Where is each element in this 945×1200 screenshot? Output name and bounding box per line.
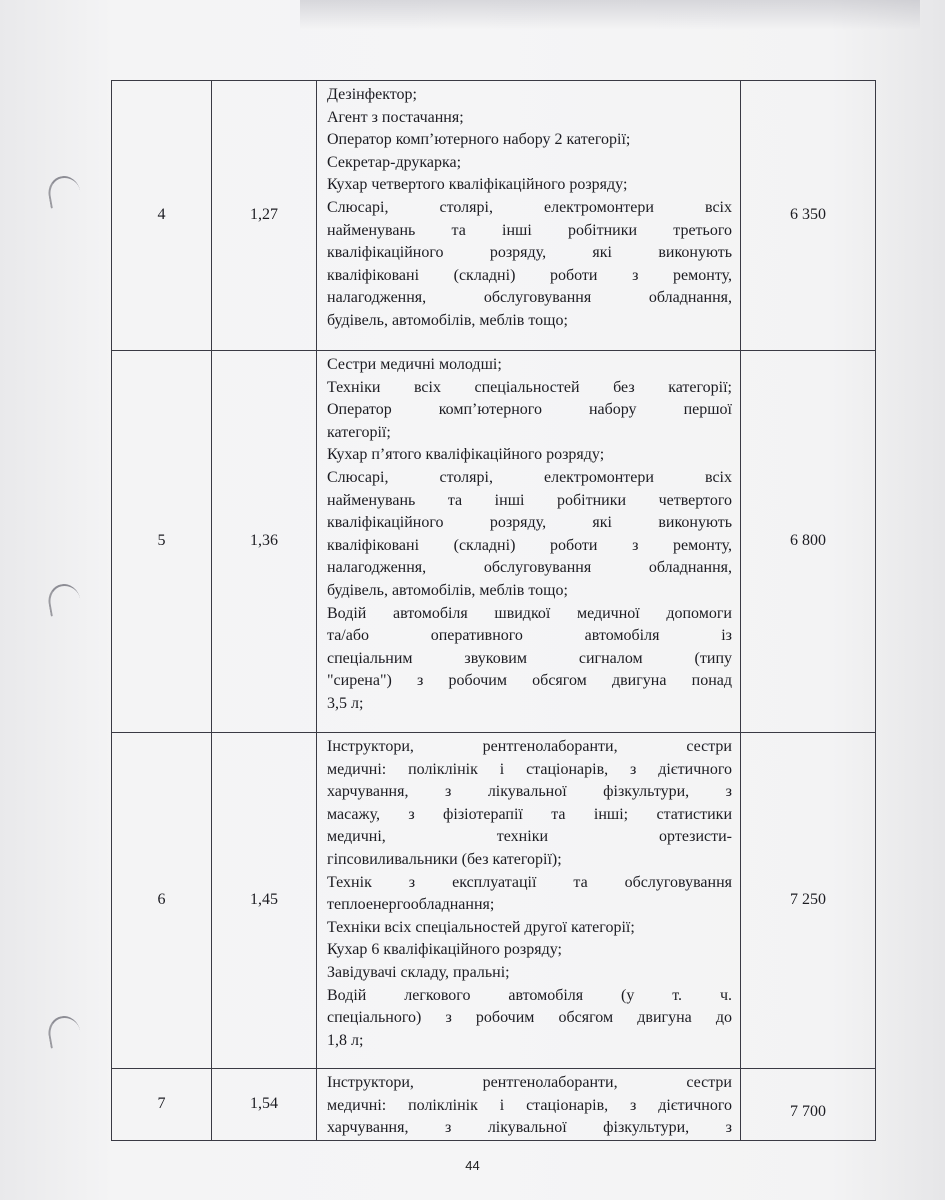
position-line: харчування, з лікувальної фізкультури, з — [327, 783, 732, 801]
coefficient-cell: 1,27 — [212, 81, 317, 351]
position-line: Інструктори, рентгенолаборанти, сестри — [327, 738, 732, 755]
position-line: категорії; — [327, 423, 391, 441]
position-line: теплоенергообладнання; — [327, 896, 495, 914]
position-line: Інструктори, рентгенолаборанти, сестри — [327, 1074, 732, 1091]
position-line: спеціального) з робочим обсягом двигуна до — [327, 1009, 732, 1027]
page-number: 44 — [465, 1158, 480, 1173]
position-line: Технік з експлуатації та обслуговування — [327, 873, 732, 891]
positions-cell — [317, 1069, 741, 1141]
position-line: Слюсарі, столярі, електромонтери всіх — [327, 198, 732, 216]
row-number-cell: 6 — [112, 733, 212, 1069]
coefficient-cell: 1,54 — [212, 1069, 317, 1141]
position-line: Водій автомобіля швидкої медичної допомоги — [327, 604, 732, 622]
positions-cell — [317, 733, 741, 1069]
positions-cell — [317, 351, 741, 733]
position-line: Завідувачі складу, пральні; — [327, 963, 510, 981]
position-line: Сестри медичні молодші; — [327, 356, 502, 373]
position-line: медичні: поліклінік і стаціонарів, з дієтичного — [327, 760, 732, 778]
position-line: Техніки всіх спеціальностей другої категорії; — [327, 918, 635, 936]
salary-cell: 6 350 — [741, 81, 876, 351]
table-row — [112, 1069, 876, 1141]
position-line: Водій легкового автомобіля (у т. ч. — [327, 986, 732, 1004]
position-line: будівель, автомобілів, меблів тощо; — [327, 311, 568, 329]
position-line: найменувань та інші робітники третього — [327, 221, 732, 239]
row-number-cell: 7 — [112, 1069, 212, 1141]
position-line: Агент з постачання; — [327, 108, 464, 126]
punch-hole-mark — [46, 581, 83, 616]
position-line: Кухар 6 кваліфікаційного розряду; — [327, 941, 562, 959]
position-line: Секретар-друкарка; — [327, 153, 462, 171]
position-line: 3,5 л; — [327, 694, 364, 712]
position-line: кваліфікаційного розряду, які виконують — [327, 244, 732, 262]
position-line: кваліфіковані (складні) роботи з ремонту, — [327, 536, 732, 554]
salary-cell: 7 250 — [741, 733, 876, 1069]
position-line: Кухар п’ятого кваліфікаційного розряду; — [327, 446, 605, 464]
position-line: медичні: поліклінік і стаціонарів, з дієтичного — [327, 1096, 732, 1114]
position-line: налагодження, обслуговування обладнання, — [327, 559, 732, 577]
punch-hole-mark — [46, 173, 83, 208]
position-line: Дезінфектор; — [327, 86, 417, 103]
position-line: та/або оперативного автомобіля із — [327, 627, 732, 645]
salary-cell: 6 800 — [741, 351, 876, 733]
row-number-cell: 5 — [112, 351, 212, 733]
position-line: Оператор комп’ютерного набору 2 категорії; — [327, 131, 631, 149]
position-line: кваліфікаційного розряду, які виконують — [327, 514, 732, 532]
salary-table-body — [112, 81, 876, 1141]
table-row — [112, 81, 876, 351]
position-line: 1,8 л; — [327, 1031, 364, 1049]
position-line: Кухар четвертого кваліфікаційного розряду; — [327, 176, 628, 194]
position-line: налагодження, обслуговування обладнання, — [327, 289, 732, 307]
scan-shadow — [300, 0, 920, 30]
position-line: харчування, з лікувальної фізкультури, з — [327, 1119, 732, 1137]
row-number-cell: 4 — [112, 81, 212, 351]
position-line: "сирена") з робочим обсягом двигуна понад — [327, 672, 732, 690]
coefficient-cell: 1,36 — [212, 351, 317, 733]
position-line: Техніки всіх спеціальностей без категорії; — [327, 378, 732, 396]
table-row — [112, 351, 876, 733]
position-line: гіпсовиливальники (без категорії); — [327, 850, 562, 868]
position-line: спеціальним звуковим сигналом (типу — [327, 649, 732, 667]
salary-table — [111, 80, 876, 1141]
position-line: будівель, автомобілів, меблів тощо; — [327, 581, 568, 599]
punch-hole-mark — [46, 1013, 83, 1048]
position-line: найменувань та інші робітники четвертого — [327, 491, 732, 509]
table-row — [112, 733, 876, 1069]
positions-cell — [317, 81, 741, 351]
position-line: медичні, техніки ортезисти- — [327, 828, 732, 846]
position-line: Оператор комп’ютерного набору першої — [327, 401, 732, 419]
position-line: масажу, з фізіотерапії та інші; статистики — [327, 805, 732, 823]
position-line: кваліфіковані (складні) роботи з ремонту, — [327, 266, 732, 284]
coefficient-cell: 1,45 — [212, 733, 317, 1069]
salary-cell: 7 700 — [741, 1069, 876, 1141]
position-line: Слюсарі, столярі, електромонтери всіх — [327, 468, 732, 486]
